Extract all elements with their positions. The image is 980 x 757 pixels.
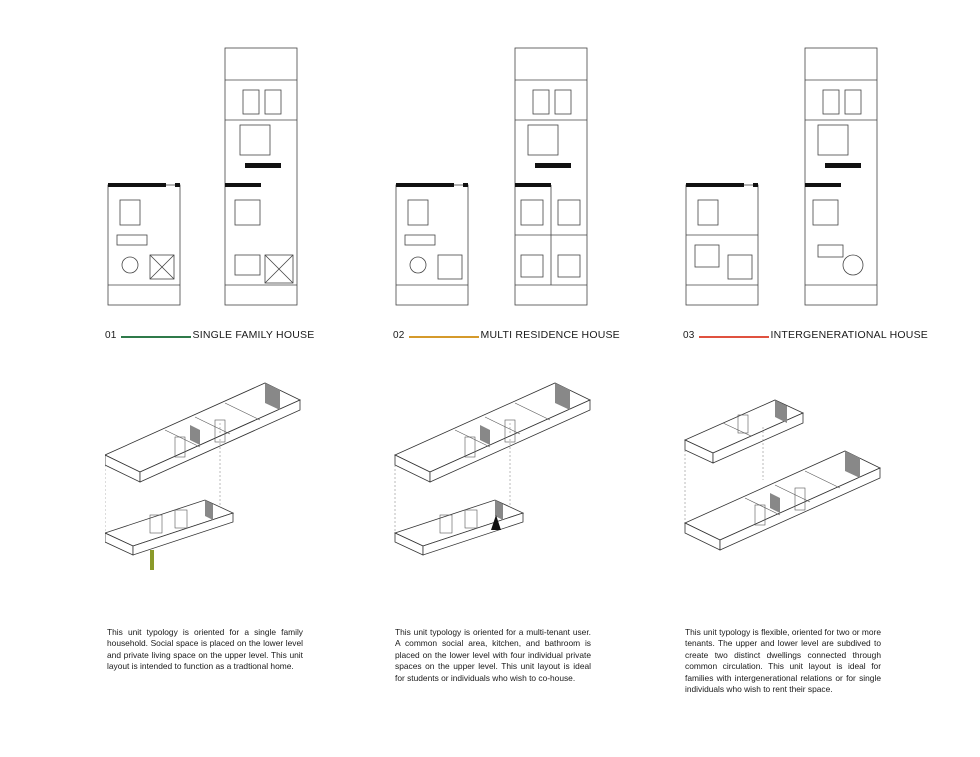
typology-color-line	[699, 336, 769, 337]
typology-multi-residence	[393, 0, 693, 757]
axonometric-single-family	[105, 355, 315, 585]
typology-intergenerational	[683, 0, 980, 757]
typology-color-line	[121, 336, 191, 337]
typology-color-line	[409, 336, 479, 337]
floor-plans-multi-residence	[393, 40, 603, 315]
typology-title: INTERGENERATIONAL HOUSE	[770, 329, 928, 341]
typology-number: 02	[393, 329, 405, 341]
typology-description: This unit typology is flexible, oriented for two or more tenants. The upper and lower level are subdived to create two distinct dwellings connected through common circulation. This unit layout is ideal for families with intergenerational relations or for single individuals who wish to rent their space.	[685, 627, 881, 695]
typology-title: MULTI RESIDENCE HOUSE	[480, 329, 620, 341]
typology-heading	[105, 327, 314, 343]
typology-number: 03	[683, 329, 695, 341]
typology-heading	[393, 327, 620, 343]
typology-single-family	[105, 0, 405, 757]
typology-description: This unit typology is oriented for a single family household. Social space is placed on the lower level and private living space on the upper level. This unit layout is intended to function as a tradtional home.	[107, 627, 303, 672]
floor-plans-intergenerational	[683, 40, 893, 315]
typology-number: 01	[105, 329, 117, 341]
typology-title: SINGLE FAMILY HOUSE	[192, 329, 315, 341]
axonometric-intergenerational	[683, 355, 893, 585]
axonometric-multi-residence	[393, 355, 603, 585]
typology-heading	[683, 327, 928, 343]
typology-description: This unit typology is oriented for a multi-tenant user. A common social area, kitchen, and bathroom is placed on the lower level with four individual private spaces on the upper level. This unit layout is ideal for students or individuals who wish to co-house.	[395, 627, 591, 683]
floor-plans-single-family	[105, 40, 315, 315]
